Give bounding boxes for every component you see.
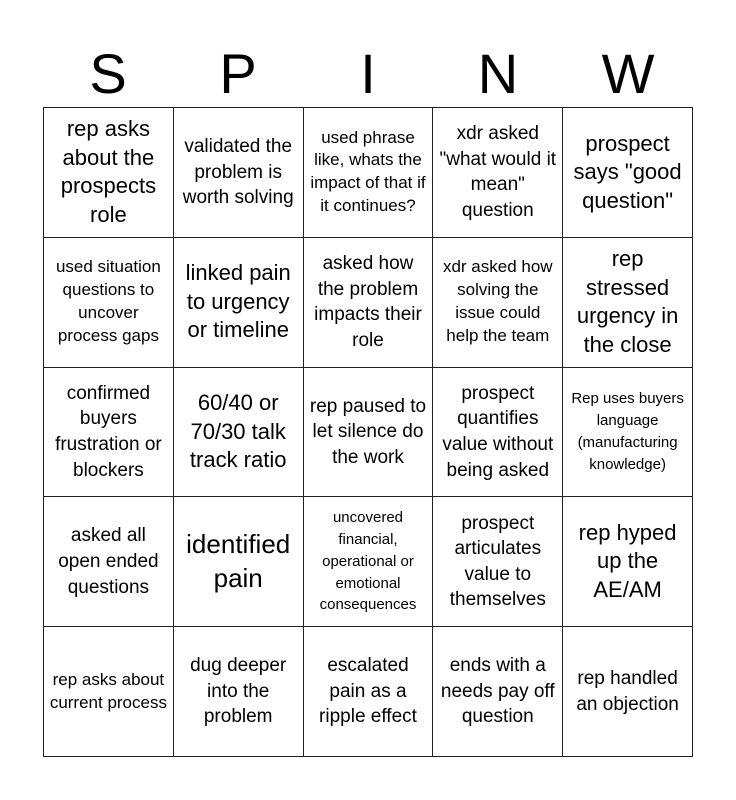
bingo-cell[interactable] — [44, 497, 174, 627]
cell-text: xdr asked "what would it mean" question — [439, 123, 557, 222]
cell-text: rep asks about current process — [49, 669, 167, 712]
bingo-header — [43, 40, 693, 108]
bingo-cell[interactable] — [174, 627, 304, 757]
bingo-cell[interactable] — [563, 238, 693, 368]
bingo-cell[interactable] — [433, 108, 563, 238]
bingo-cell[interactable] — [433, 368, 563, 498]
cell-text: rep asks about the prospects role — [60, 116, 157, 227]
bingo-cell[interactable] — [563, 627, 693, 757]
cell-text: rep stressed urgency in the close — [576, 246, 679, 357]
cell-text: rep hyped up the AE/AM — [578, 519, 677, 603]
cell-text: used situation questions to uncover process gaps — [55, 257, 161, 346]
bingo-cell[interactable] — [433, 238, 563, 368]
bingo-grid — [43, 107, 693, 757]
cell-text: ends with a needs pay off question — [440, 655, 555, 728]
bingo-cell[interactable] — [174, 368, 304, 498]
bingo-cell[interactable] — [563, 368, 693, 498]
bingo-cell[interactable] — [174, 238, 304, 368]
cell-text: identified pain — [186, 528, 291, 593]
header-letter-w: W — [601, 42, 655, 105]
header-letter-p: P — [219, 42, 257, 105]
bingo-cell[interactable] — [174, 108, 304, 238]
cell-text: asked how the problem impacts their role — [314, 252, 422, 351]
bingo-cell[interactable] — [433, 497, 563, 627]
bingo-cell[interactable] — [563, 497, 693, 627]
cell-text: xdr asked how solving the issue could help the team — [442, 257, 553, 346]
bingo-cell[interactable] — [44, 108, 174, 238]
bingo-cell[interactable] — [44, 368, 174, 498]
bingo-cell[interactable] — [44, 238, 174, 368]
bingo-cell[interactable] — [304, 627, 434, 757]
cell-text: rep paused to let silence do the work — [309, 395, 427, 468]
bingo-cell[interactable] — [174, 497, 304, 627]
cell-text: linked pain to urgency or timeline — [185, 260, 291, 343]
bingo-cell[interactable] — [304, 368, 434, 498]
bingo-cell[interactable] — [44, 627, 174, 757]
bingo-cell[interactable] — [433, 627, 563, 757]
cell-text: validated the problem is worth solving — [182, 135, 294, 209]
cell-text: rep handled an objection — [576, 667, 679, 715]
cell-text: prospect says "good question" — [573, 130, 682, 213]
bingo-cell[interactable] — [563, 108, 693, 238]
header-letter-n: N — [477, 42, 519, 105]
header-letter-i: I — [360, 42, 376, 105]
bingo-cell[interactable] — [304, 238, 434, 368]
bingo-cell[interactable] — [304, 497, 434, 627]
cell-text: 60/40 or 70/30 talk track ratio — [189, 390, 287, 473]
cell-text: prospect quantifies value without being asked — [442, 382, 554, 481]
cell-text: escalated pain as a ripple effect — [319, 655, 417, 728]
cell-text: dug deeper into the problem — [190, 655, 287, 728]
cell-text: uncovered financial, operational or emotional consequences — [319, 509, 417, 614]
header-letter-s: S — [89, 42, 127, 105]
cell-text: used phrase like, whats the impact of that if it continues? — [310, 127, 426, 216]
cell-text: confirmed buyers frustration or blockers — [55, 382, 162, 481]
cell-text: Rep uses buyers language (manufacturing knowledge) — [571, 390, 684, 473]
cell-text: asked all open ended questions — [58, 525, 159, 598]
cell-text: prospect articulates value to themselves — [449, 512, 546, 611]
bingo-cell[interactable] — [304, 108, 434, 238]
